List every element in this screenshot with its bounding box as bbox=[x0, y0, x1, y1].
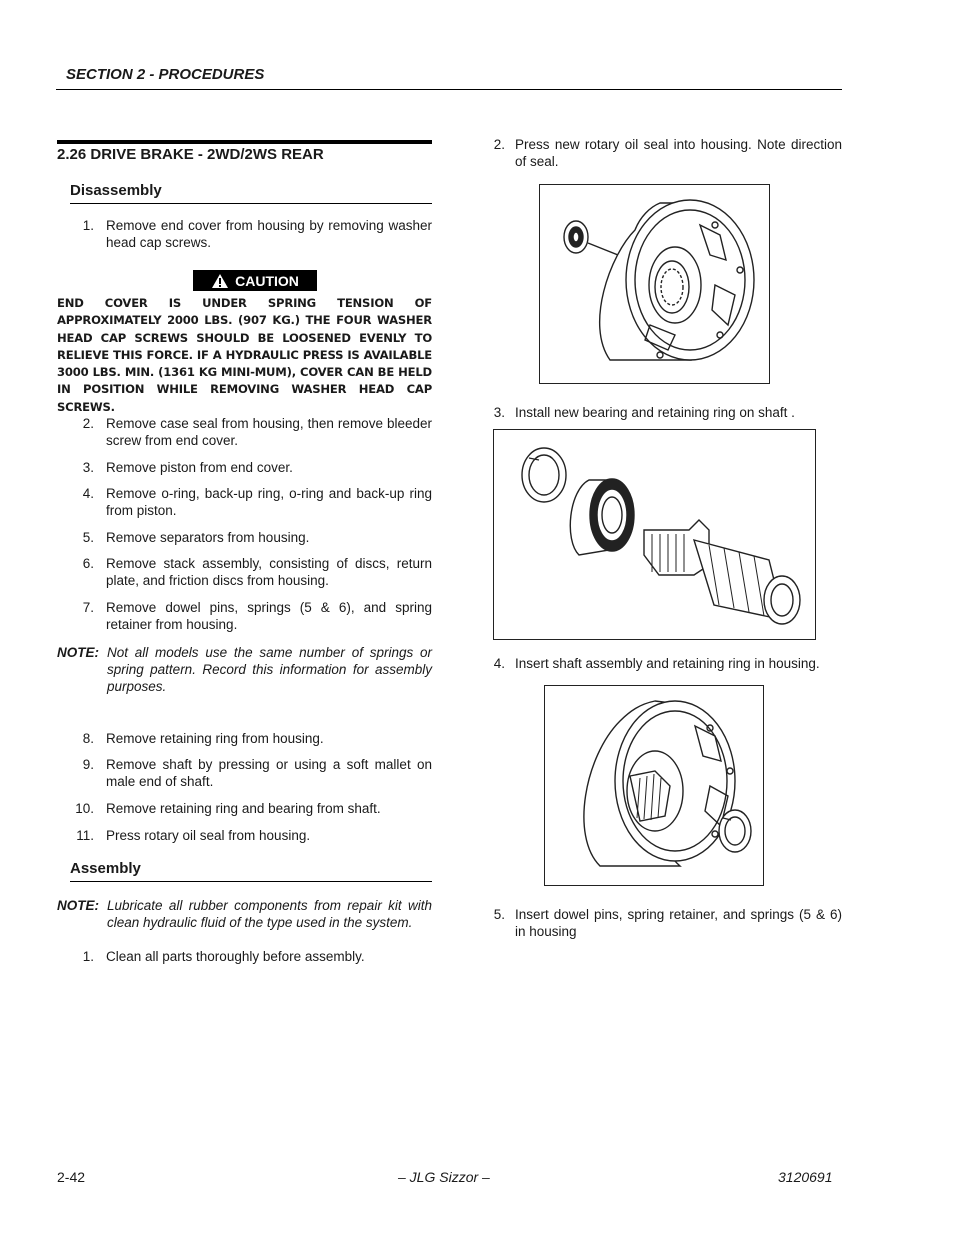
step-number: 1. bbox=[82, 218, 94, 233]
step-number: 11. bbox=[76, 828, 94, 843]
step-number: 3. bbox=[493, 405, 505, 420]
page-number: 2-42 bbox=[57, 1169, 86, 1185]
caution-label: CAUTION bbox=[235, 272, 299, 289]
step-text: Remove stack assembly, consisting of discs, return plate, and friction discs from housing. bbox=[106, 556, 432, 588]
seal-housing-drawing bbox=[540, 185, 769, 383]
step-number: 8. bbox=[82, 731, 94, 746]
note-text: Not all models use the same number of springs or spring pattern. Record this information for assembly purposes. bbox=[107, 645, 432, 694]
assembly-rule bbox=[70, 881, 432, 882]
footer-title: – JLG Sizzor – bbox=[398, 1169, 490, 1185]
caution-text: END COVER IS UNDER SPRING TENSION OF APPROXIMATELY 2000 LBS. (907 KG.) THE FOUR WASHER HEAD CAP SCREWS SHOULD BE LOOSENED EVENLY TO RELIEVE THIS FORCE. IF A HYDRAULIC PRESS IS AVAILABLE 3000 LBS. MIN. (1361 KG MINI-MUM), COVER CAN BE HELD IN POSITION WHILE REMOVING WASHER HEAD CAP SCREWS. bbox=[57, 296, 432, 414]
step-text: Remove retaining ring and bearing from shaft. bbox=[106, 801, 381, 816]
section-header: SECTION 2 - PROCEDURES bbox=[66, 66, 265, 83]
shaft-housing-drawing bbox=[545, 686, 763, 885]
bearing-shaft-drawing bbox=[494, 430, 815, 639]
step-number: 10. bbox=[75, 801, 94, 816]
step-number: 5. bbox=[82, 530, 94, 545]
step-text: Remove case seal from housing, then remove bleeder screw from end cover. bbox=[106, 416, 432, 448]
header-rule bbox=[56, 89, 842, 90]
heading-bar bbox=[57, 140, 432, 144]
step-text: Clean all parts thoroughly before assembly. bbox=[106, 949, 365, 964]
step-text: Insert dowel pins, spring retainer, and springs (5 & 6) in housing bbox=[515, 907, 842, 939]
step-text: Press new rotary oil seal into housing. Note direction of seal. bbox=[515, 137, 842, 169]
note-label: NOTE: bbox=[57, 645, 99, 660]
figure-shaft-housing bbox=[544, 685, 764, 886]
step-text: Press rotary oil seal from housing. bbox=[106, 828, 311, 843]
step-text: Remove retaining ring from housing. bbox=[106, 731, 324, 746]
step-number: 9. bbox=[82, 757, 94, 772]
step-number: 4. bbox=[82, 486, 94, 501]
step-text: Remove shaft by pressing or using a soft mallet on male end of shaft. bbox=[106, 757, 432, 789]
step-number: 2. bbox=[82, 416, 94, 431]
disassembly-heading: Disassembly bbox=[70, 182, 162, 199]
step-number: 7. bbox=[82, 600, 94, 615]
figure-bearing-shaft bbox=[493, 429, 816, 640]
step-text: Insert shaft assembly and retaining ring in housing. bbox=[515, 656, 820, 671]
note-text: Lubricate all rubber components from repair kit with clean hydraulic fluid of the type used in the system. bbox=[107, 898, 432, 930]
step-number: 4. bbox=[493, 656, 505, 671]
step-text: Remove piston from end cover. bbox=[106, 460, 293, 475]
step-number: 1. bbox=[82, 949, 94, 964]
disassembly-rule bbox=[70, 203, 432, 204]
step-text: Install new bearing and retaining ring on shaft . bbox=[515, 405, 795, 420]
figure-seal-housing bbox=[539, 184, 770, 384]
step-text: Remove dowel pins, springs (5 & 6), and spring retainer from housing. bbox=[106, 600, 432, 632]
step-number: 3. bbox=[82, 460, 94, 475]
step-number: 6. bbox=[82, 556, 94, 571]
section-title: 2.26 DRIVE BRAKE - 2WD/2WS REAR bbox=[57, 146, 324, 163]
note-label: NOTE: bbox=[57, 898, 99, 913]
caution-badge bbox=[193, 270, 317, 291]
document-number: 3120691 bbox=[778, 1169, 833, 1185]
step-text: Remove separators from housing. bbox=[106, 530, 310, 545]
step-text: Remove o-ring, back-up ring, o-ring and back-up ring from piston. bbox=[106, 486, 432, 518]
assembly-heading: Assembly bbox=[70, 860, 141, 877]
step-number: 5. bbox=[493, 907, 505, 922]
warning-triangle-icon bbox=[211, 273, 229, 289]
step-number: 2. bbox=[493, 137, 505, 152]
step-text: Remove end cover from housing by removing washer head cap screws. bbox=[106, 218, 432, 250]
